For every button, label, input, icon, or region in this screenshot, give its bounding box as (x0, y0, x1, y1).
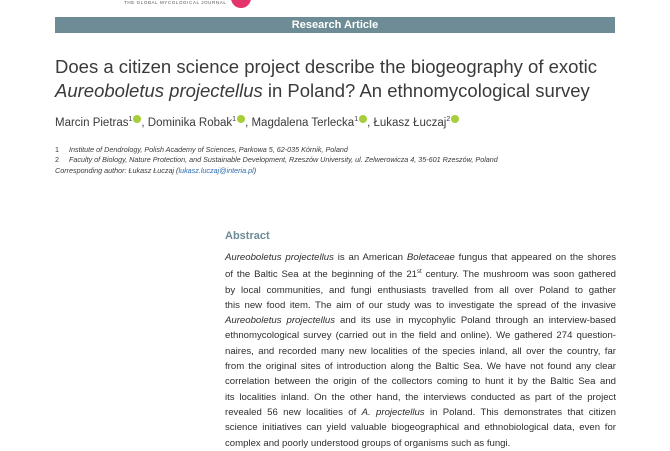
title-end: in Poland? An ethnomycological survey (262, 80, 590, 101)
affiliations (55, 145, 498, 176)
orcid-icon[interactable] (451, 115, 459, 123)
abstract-line: of the Baltic Sea at the beginning of the 21st century. The mushroom was soon gathered (225, 269, 616, 281)
abstract-line: by local communities, and fungi enthusiasts travelled from all over Poland to gather (225, 284, 616, 296)
article-title (55, 55, 625, 103)
article-type-banner: Research Article (55, 17, 615, 33)
abstract-line: from the original sites of introduction along the Baltic Sea. We have not found any clear (225, 361, 616, 373)
abstract-heading: Abstract (225, 230, 270, 242)
corresponding-author: Corresponding author: Łukasz Łuczaj (lukasz.luczaj@interia.pl) (55, 165, 257, 175)
journal-caption: THE GLOBAL MYCOLOGICAL JOURNAL (124, 0, 227, 5)
abstract-text (225, 250, 616, 449)
author[interactable]: Marcin Pietras$^1$ (55, 117, 141, 129)
author[interactable]: Dominika Robak$^1$ (148, 117, 245, 129)
title-line-1: Does a citizen science project describe the biogeography of exotic (55, 56, 597, 77)
affiliation: 1 Institute of Dendrology, Polish Academy of Sciences, Parkowa 5, 62-035 Kórnik, Poland (55, 145, 348, 154)
abstract-line: ethnomycological survey (carried out in the field and online). We gathered 274 question- (225, 330, 616, 342)
author-list: Marcin Pietras$^1$ , Dominika Robak$^1$ , Magdalena Terlecka$^1$ , Łukasz Łuczaj$^2$ (55, 115, 459, 129)
journal-logo (231, 0, 251, 8)
abstract-line: its localities inland. On the other hand, the interviews conducted as part of the project (225, 391, 616, 403)
orcid-icon[interactable] (237, 115, 245, 123)
abstract-line: science initiatives can yield valuable biogeographical and ethnobiological data, even for (225, 422, 616, 434)
abstract-line: naires, and recorded many new localities of the species inland, all over the country, far (225, 345, 616, 357)
orcid-icon[interactable] (133, 115, 141, 123)
affiliation: 2 Faculty of Biology, Nature Protection, and Sustainable Development, Rzeszów University, ul. Zelwerowicza 4, 35-601 Rzeszów, Poland (55, 155, 498, 165)
abstract-line: revealed 56 new localities of A. projectellus in Poland. This demonstrates that citizen (225, 406, 616, 418)
orcid-icon[interactable] (359, 115, 367, 123)
email-link[interactable]: lukasz.luczaj@interia.pl (178, 165, 254, 175)
abstract-line: Aureoboletus projectellus and its use in mycophylic Poland through an interview-based (225, 315, 616, 327)
title-species: Aureoboletus projectellus (55, 80, 263, 101)
abstract-line: correlation between the origin of the collectors coming to hunt it by the Baltic Sea and (225, 376, 616, 388)
author[interactable]: Magdalena Terlecka$^1$ (251, 117, 367, 129)
author[interactable]: Łukasz Łuczaj$^2$ (373, 117, 459, 129)
title-line-2 (55, 79, 625, 103)
abstract-line: this new food item. The aim of our study was to investigate the spread of the invasive (225, 299, 616, 311)
abstract-line: Aureoboletus projectellus is an American Boletaceae fungus that appeared on the shores (225, 252, 616, 263)
abstract-line: complex and poorly understood groups of organisms such as fungi. (225, 437, 511, 449)
